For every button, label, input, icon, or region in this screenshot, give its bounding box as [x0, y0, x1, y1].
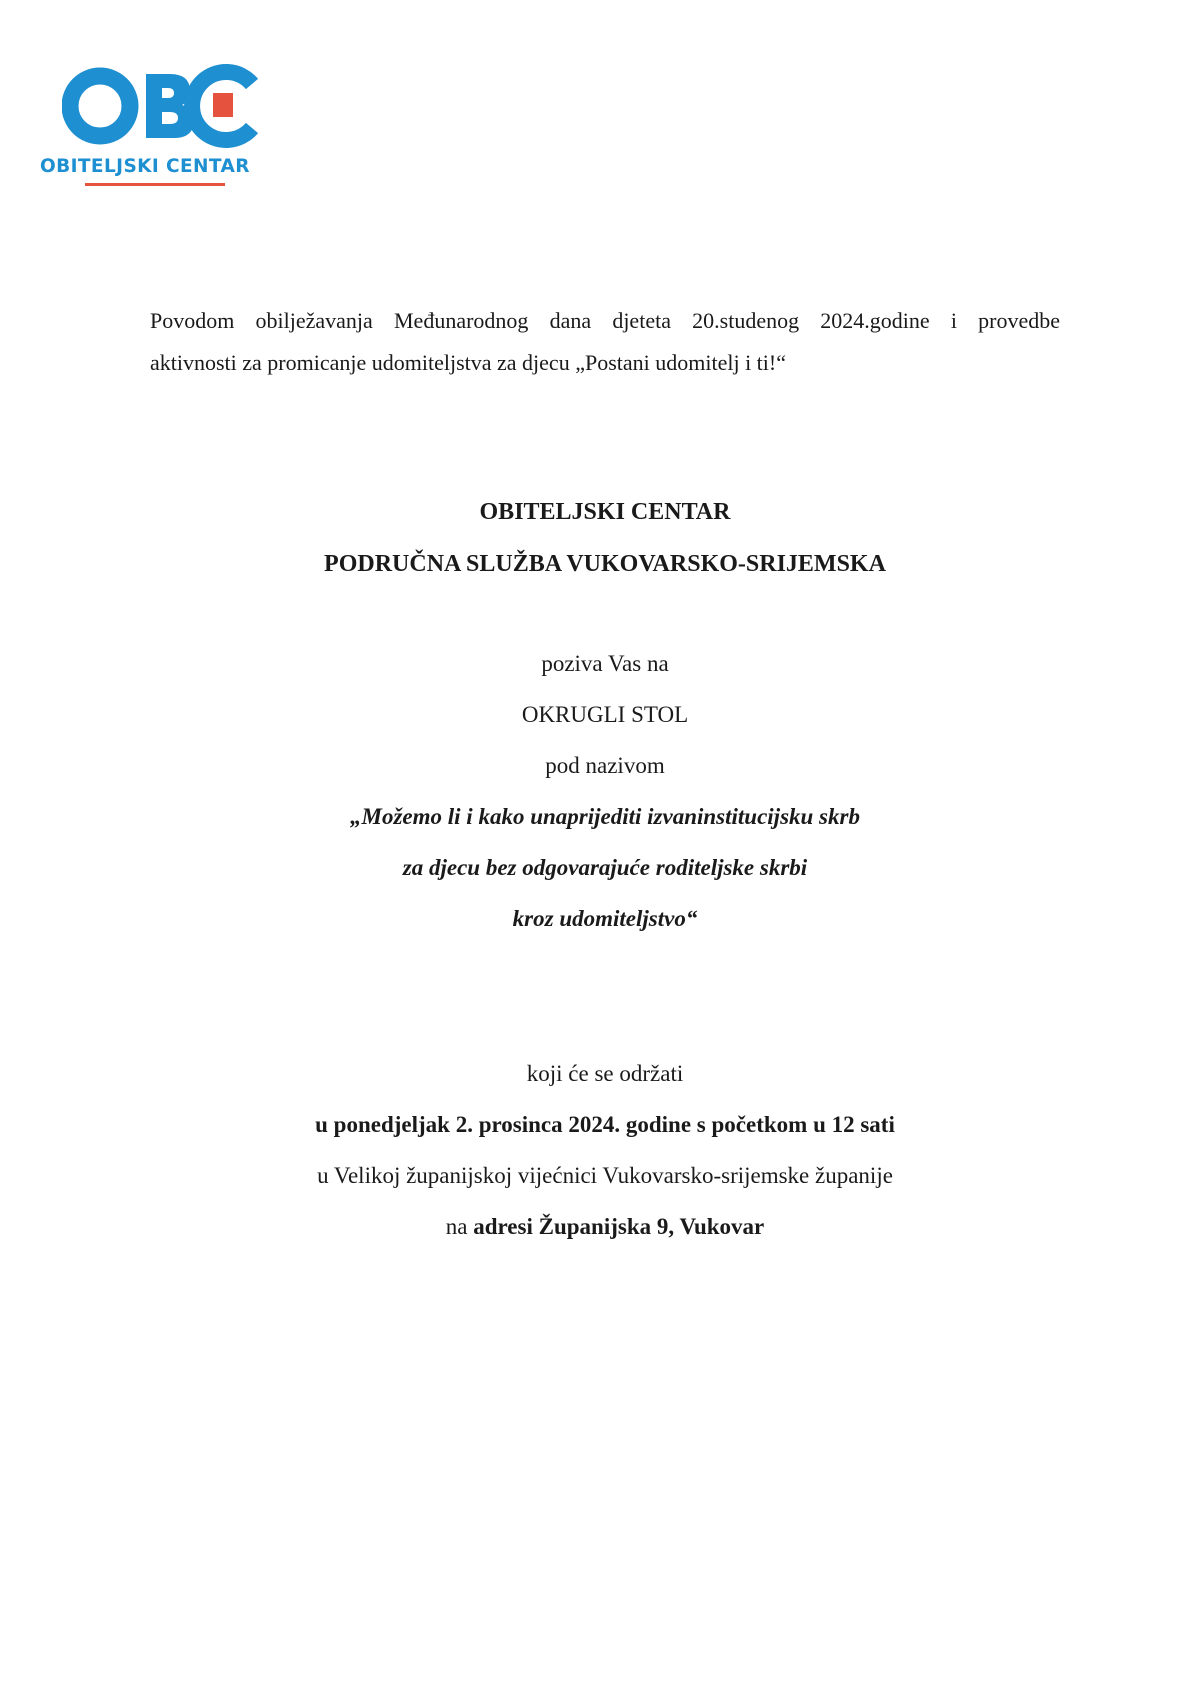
will-be-held-text: koji će se održati — [526, 1061, 684, 1086]
event-address: adresi Županijska 9, Vukovar — [473, 1214, 765, 1239]
invitation-block — [0, 638, 1200, 944]
event-title-line-2: za djecu bez odgovarajuće roditeljske skrbi — [402, 855, 808, 880]
event-venue: u Velikoj županijskoj vijećnici Vukovarsko-srijemske županije — [317, 1163, 893, 1188]
event-date-time: u ponedjeljak 2. prosinca 2024. godine s početkom u 12 sati — [315, 1112, 895, 1137]
event-type: OKRUGLI STOL — [521, 702, 689, 727]
titled-text: pod nazivom — [545, 753, 665, 778]
obc-logo-mark — [62, 62, 262, 152]
logo-caption: OBITELJSKI CENTAR — [40, 156, 250, 177]
address-prefix: na — [445, 1214, 468, 1239]
organizer-name: OBITELJSKI CENTAR — [479, 499, 731, 525]
intro-line-1: Povodom obilježavanja Međunarodnog dana djeteta 20.studenog 2024.godine i provedbe — [150, 308, 1060, 333]
event-title-line-3: kroz udomiteljstvo“ — [512, 906, 698, 931]
event-details-block — [0, 1048, 1200, 1252]
event-address-line — [0, 1201, 1200, 1252]
logo — [40, 62, 280, 192]
event-title-line-1: „Možemo li i kako unaprijediti izvaninstitucijsku skrb — [350, 804, 860, 829]
organizer-block — [0, 486, 1200, 590]
intro-paragraph — [150, 300, 1060, 384]
invites-text: poziva Vas na — [541, 651, 669, 676]
logo-underline — [85, 183, 225, 186]
intro-line-2: aktivnosti za promicanje udomiteljstva za djecu „Postani udomitelj i ti!“ — [150, 350, 787, 375]
organizer-unit: PODRUČNA SLUŽBA VUKOVARSKO-SRIJEMSKA — [324, 551, 886, 577]
